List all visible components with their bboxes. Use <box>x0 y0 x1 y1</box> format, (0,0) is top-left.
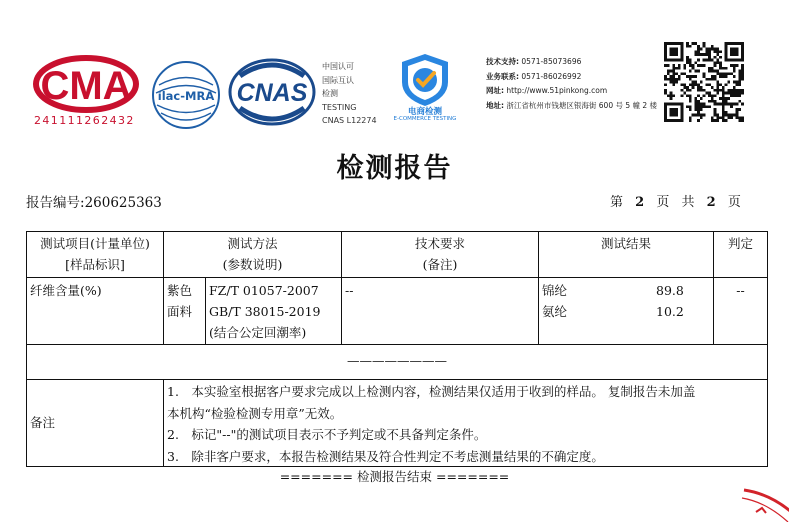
page-indicator: 第 2 页 共 2 页 <box>610 195 745 210</box>
cnas-note: 国际互认 <box>322 75 354 85</box>
qr-code-icon <box>664 42 744 122</box>
ilac-text: ilac-MRA <box>157 89 215 103</box>
cnas-note: 中国认可 <box>322 62 354 71</box>
report-number: 报告编号:260625363 <box>26 195 162 211</box>
cnas-logo <box>228 58 316 126</box>
stamp-icon <box>738 482 789 522</box>
header-requirement: 技术要求 (备注) <box>414 236 465 272</box>
contact-website: 网址: http://www.51pinkong.com <box>486 86 608 96</box>
cnas-text: CNAS <box>236 79 308 107</box>
row-results <box>542 280 710 322</box>
cnas-note: 检测 <box>322 89 338 98</box>
notes-content <box>167 381 767 467</box>
ecommerce-cn-label: 电商检测 <box>407 107 442 117</box>
row-requirement: -- <box>345 283 354 298</box>
ecommerce-en-label: E-COMMERCE TESTING <box>393 116 457 122</box>
contact-address: 地址: 浙江省杭州市钱塘区银海街 600 号 5 幢 2 楼 <box>486 100 658 110</box>
cma-text: CMA <box>40 64 132 108</box>
row-sample-id: 紫色 面料 <box>167 283 193 319</box>
result-item: 锦纶 89.8 <box>542 283 684 298</box>
cnas-note: TESTING <box>322 102 357 112</box>
row-judgement: -- <box>736 283 745 298</box>
blank-row-divider: ———————— <box>347 353 447 368</box>
report-number-value: 260625363 <box>84 195 162 211</box>
cnas-note: CNAS L12274 <box>322 116 377 125</box>
note-line: 本机构“检验检测专用章”无效。 <box>167 405 343 421</box>
header-judgement: 判定 <box>727 236 753 251</box>
ilac-mra-logo <box>151 60 221 130</box>
report-end-marker: ======= 检测报告结束 ======= <box>279 469 510 484</box>
contact-info <box>486 55 658 113</box>
row-methods: FZ/T 01057-2007 GB/T 38015-2019 (结合公定回潮率) <box>209 283 321 340</box>
contact-support: 技术支持: 0571-85073696 <box>486 57 582 66</box>
contact-business: 业务联系: 0571-86026992 <box>486 71 582 81</box>
header-test-method: 测试方法 (参数说明) <box>222 236 283 272</box>
cma-number: 241111262432 <box>34 114 135 127</box>
note-line: 1. 本实验室根据客户要求完成以上检测内容，检测结果仅适用于收到的样品。 复制报告未加盖 <box>167 384 696 399</box>
report-title: 检测报告 <box>336 153 453 184</box>
result-item: 氨纶 10.2 <box>542 304 684 319</box>
header-test-result: 测试结果 <box>600 236 651 251</box>
row-test-item: 纤维含量(%) <box>30 283 102 298</box>
header-test-item: 测试项目(计量单位) [样品标识] <box>40 236 150 272</box>
note-line: 2. 标记"--"的测试项目表示不予判定或不具备判定条件。 <box>167 427 487 442</box>
notes-label: 备注 <box>30 415 56 430</box>
note-line: 3. 除非客户要求，本报告检测结果及符合性判定不考虑测量结果的不确定度。 <box>167 448 604 464</box>
